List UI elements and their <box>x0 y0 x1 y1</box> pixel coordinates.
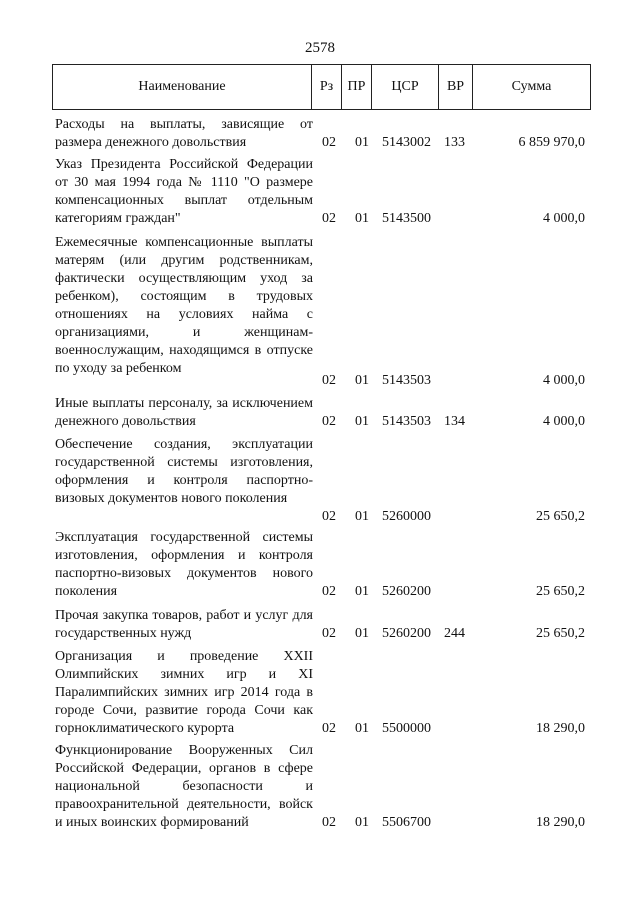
row-csr: 5260200 <box>382 584 431 599</box>
header-csr: ЦСР <box>391 79 419 94</box>
row-rz: 02 <box>322 135 336 150</box>
row-name: Эксплуатация государственной системы изготовления, оформления и контроля паспортно-визовых документов нового поколения <box>55 530 313 599</box>
row-csr: 5143500 <box>382 211 431 226</box>
row-rz: 02 <box>322 626 336 641</box>
row-pr: 01 <box>355 626 369 641</box>
table-header <box>52 64 591 110</box>
row-name: Организация и проведение XXII Олимпийских зимних игр и XI Паралимпийских зимних игр 2014 года в городе Сочи, развитие города Сочи как горноклиматического курорта <box>55 649 313 736</box>
row-pr: 01 <box>355 211 369 226</box>
row-pr: 01 <box>355 414 369 429</box>
page-number: 2578 <box>305 40 335 56</box>
row-pr: 01 <box>355 584 369 599</box>
row-csr: 5500000 <box>382 721 431 736</box>
row-pr: 01 <box>355 721 369 736</box>
row-csr: 5260200 <box>382 626 431 641</box>
row-name: Обеспечение создания, эксплуатации государственной системы изготовления, оформления и контроля паспортно-визовых документов нового поколения <box>55 437 313 506</box>
header-rz: Рз <box>319 79 334 94</box>
row-sum: 25 650,2 <box>536 626 585 641</box>
row-name: Ежемесячные компенсационные выплаты матерям (или другим родственникам, фактически осуществляющим уход за ребенком), состоящим в трудовых отношениях на условиях найма с организациями, и женщинам-военнослужащим, находящимся в отпуске по уходу за ребенком <box>55 235 313 376</box>
row-rz: 02 <box>322 211 336 226</box>
row-sum: 25 650,2 <box>536 584 585 599</box>
row-name: Расходы на выплаты, зависящие от размера денежного довольствия <box>55 117 313 150</box>
row-rz: 02 <box>322 815 336 830</box>
row-sum: 4 000,0 <box>543 414 585 429</box>
row-sum: 18 290,0 <box>536 815 585 830</box>
row-csr: 5260000 <box>382 509 431 524</box>
row-pr: 01 <box>355 815 369 830</box>
row-sum: 4 000,0 <box>543 373 585 388</box>
header-pr: ПР <box>347 79 366 94</box>
row-pr: 01 <box>355 509 369 524</box>
row-rz: 02 <box>322 584 336 599</box>
row-csr: 5143503 <box>382 414 431 429</box>
row-pr: 01 <box>355 135 369 150</box>
row-rz: 02 <box>322 721 336 736</box>
row-sum: 6 859 970,0 <box>518 135 585 150</box>
row-name: Указ Президента Российской Федерации от 30 мая 1994 года № 1110 "О размере компенсационных выплат отдельным категориям граждан" <box>55 157 313 226</box>
row-name: Прочая закупка товаров, работ и услуг для государственных нужд <box>55 608 313 641</box>
row-csr: 5143002 <box>382 135 431 150</box>
row-sum: 25 650,2 <box>536 509 585 524</box>
row-csr: 5506700 <box>382 815 431 830</box>
row-name: Функционирование Вооруженных Сил Российской Федерации, органов в сфере национальной безопасности и правоохранительной деятельности, войск и иных воинских формирований <box>55 743 313 830</box>
header-name: Наименование <box>138 79 226 94</box>
header-sum: Сумма <box>511 79 552 94</box>
row-sum: 4 000,0 <box>543 211 585 226</box>
row-rz: 02 <box>322 373 336 388</box>
row-name: Иные выплаты персоналу, за исключением денежного довольствия <box>55 396 313 429</box>
row-pr: 01 <box>355 373 369 388</box>
row-sum: 18 290,0 <box>536 721 585 736</box>
row-csr: 5143503 <box>382 373 431 388</box>
row-vr: 133 <box>444 135 465 150</box>
row-rz: 02 <box>322 509 336 524</box>
row-vr: 134 <box>444 414 465 429</box>
header-vr: ВР <box>446 79 465 94</box>
row-rz: 02 <box>322 414 336 429</box>
row-vr: 244 <box>444 626 465 641</box>
